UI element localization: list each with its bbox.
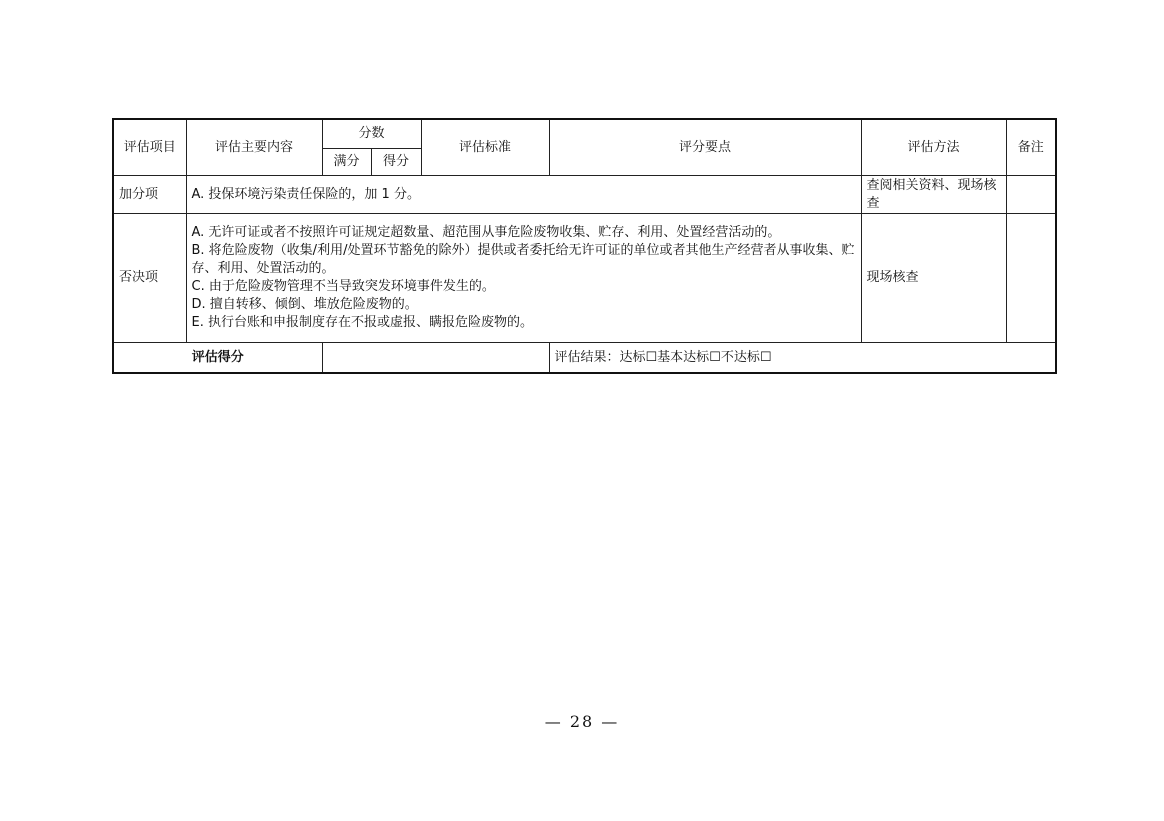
header-main-content: 评估主要内容: [186, 119, 322, 176]
row-content-bonus: A. 投保环境污染责任保险的，加 1 分。: [186, 176, 861, 214]
row-item-veto: 否决项: [113, 214, 186, 343]
header-key-points: 评分要点: [549, 119, 861, 176]
row-item-bonus: 加分项: [113, 176, 186, 214]
table-row: [113, 214, 1056, 343]
table-header-row: [113, 119, 1056, 149]
row-remark-veto: [1006, 214, 1056, 343]
header-score: 分数: [322, 119, 421, 149]
veto-line: B. 将危险废物（收集/利用/处置环节豁免的除外）提供或者委托给无许可证的单位或者其他生产经营者从事收集、贮存、利用、处置活动的。: [191, 243, 855, 277]
row-method-veto: 现场核查: [861, 214, 1006, 343]
table-row: [113, 176, 1056, 214]
evaluation-table: [112, 118, 1057, 374]
header-method: 评估方法: [861, 119, 1006, 176]
total-label: 评估得分: [113, 343, 322, 374]
table-total-row: [113, 343, 1056, 374]
header-standard: 评估标准: [421, 119, 549, 176]
page-number: — 28 —: [544, 712, 620, 731]
header-item: 评估项目: [113, 119, 186, 176]
veto-line: A. 无许可证或者不按照许可证规定超数量、超范围从事危险废物收集、贮存、利用、处置经营活动的。: [191, 225, 781, 241]
row-method-bonus: 查阅相关资料、现场核查: [861, 176, 1006, 214]
veto-line: D. 擅自转移、倾倒、堆放危险废物的。: [191, 296, 418, 312]
total-score-value: [322, 343, 549, 374]
header-got-score: 得分: [371, 149, 421, 176]
total-result: 评估结果：达标☐基本达标☐不达标☐: [549, 343, 1056, 374]
veto-line: E. 执行台账和申报制度存在不报或虚报、瞒报危险废物的。: [191, 314, 533, 330]
row-remark-bonus: [1006, 176, 1056, 214]
header-remark: 备注: [1006, 119, 1056, 176]
row-content-veto: [186, 214, 861, 343]
veto-line: C. 由于危险废物管理不当导致突发环境事件发生的。: [191, 279, 495, 294]
header-full-score: 满分: [322, 149, 371, 176]
